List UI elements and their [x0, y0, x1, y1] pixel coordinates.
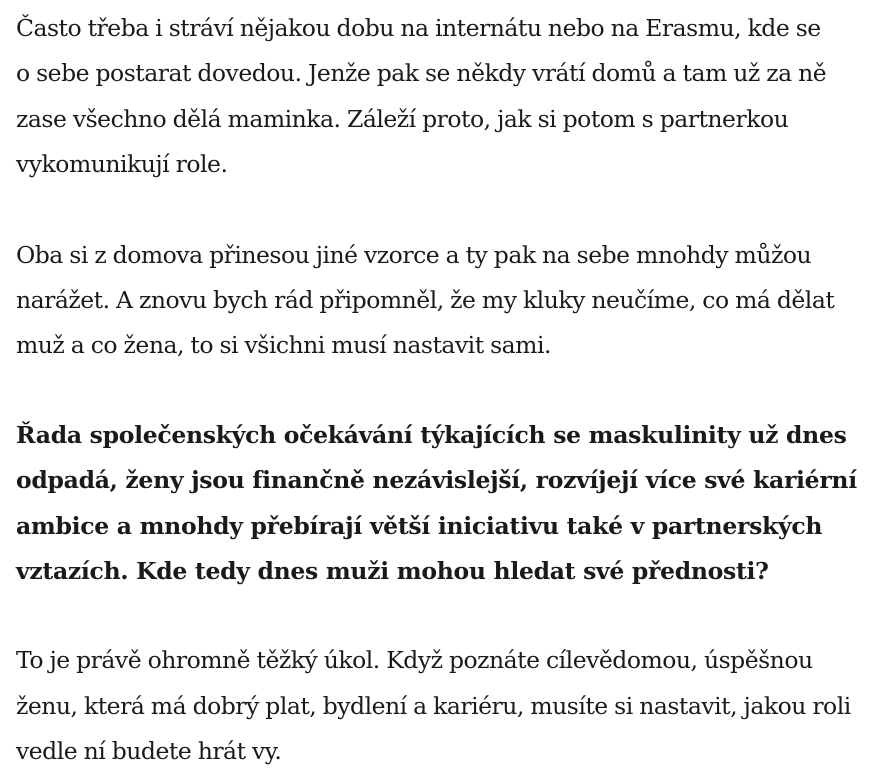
- paragraph-text: [16, 6, 884, 188]
- text-line: ambice a mnohdy přebírají větší iniciativu také v partnerských: [16, 511, 823, 540]
- paragraph-spacer: [16, 369, 884, 413]
- text-line: To je právě ohromně těžký úkol. Když poznáte cílevědomou, úspěšnou: [16, 646, 813, 675]
- text-line: ženu, která má dobrý plat, bydlení a kariéru, musíte si nastavit, jakou roli: [16, 691, 851, 720]
- text-line: narážet. A znovu bych rád připomněl, že my kluky neučíme, co má dělat: [16, 286, 835, 315]
- text-line: vedle ní budete hrát vy.: [16, 737, 282, 766]
- text-line: Oba si z domova přinesou jiné vzorce a ty pak na sebe mnohdy můžou: [16, 240, 812, 269]
- paragraph-text: [16, 638, 884, 774]
- text-line: muž a co žena, to si všichni musí nastavit sami.: [16, 331, 551, 360]
- paragraph-spacer: [16, 188, 884, 233]
- interview-question: [16, 413, 884, 595]
- paragraph-text: [16, 233, 884, 369]
- text-line: zase všechno dělá maminka. Záleží proto, jak si potom s partnerkou: [16, 104, 789, 133]
- text-line: vykomunikují role.: [16, 150, 228, 179]
- text-line: o sebe postarat dovedou. Jenže pak se někdy vrátí domů a tam už za ně: [16, 59, 827, 88]
- article-body: [16, 6, 884, 775]
- paragraph-spacer: [16, 594, 884, 638]
- text-line: odpadá, ženy jsou finančně nezávislejší, rozvíjejí více své kariérní: [16, 466, 857, 495]
- text-line: Řada společenských očekávání týkajících se maskulinity už dnes: [16, 420, 847, 449]
- text-line: vztazích. Kde tedy dnes muži mohou hledat své přednosti?: [16, 557, 769, 586]
- text-line: Často třeba i stráví nějakou dobu na internátu nebo na Erasmu, kde se: [16, 14, 821, 42]
